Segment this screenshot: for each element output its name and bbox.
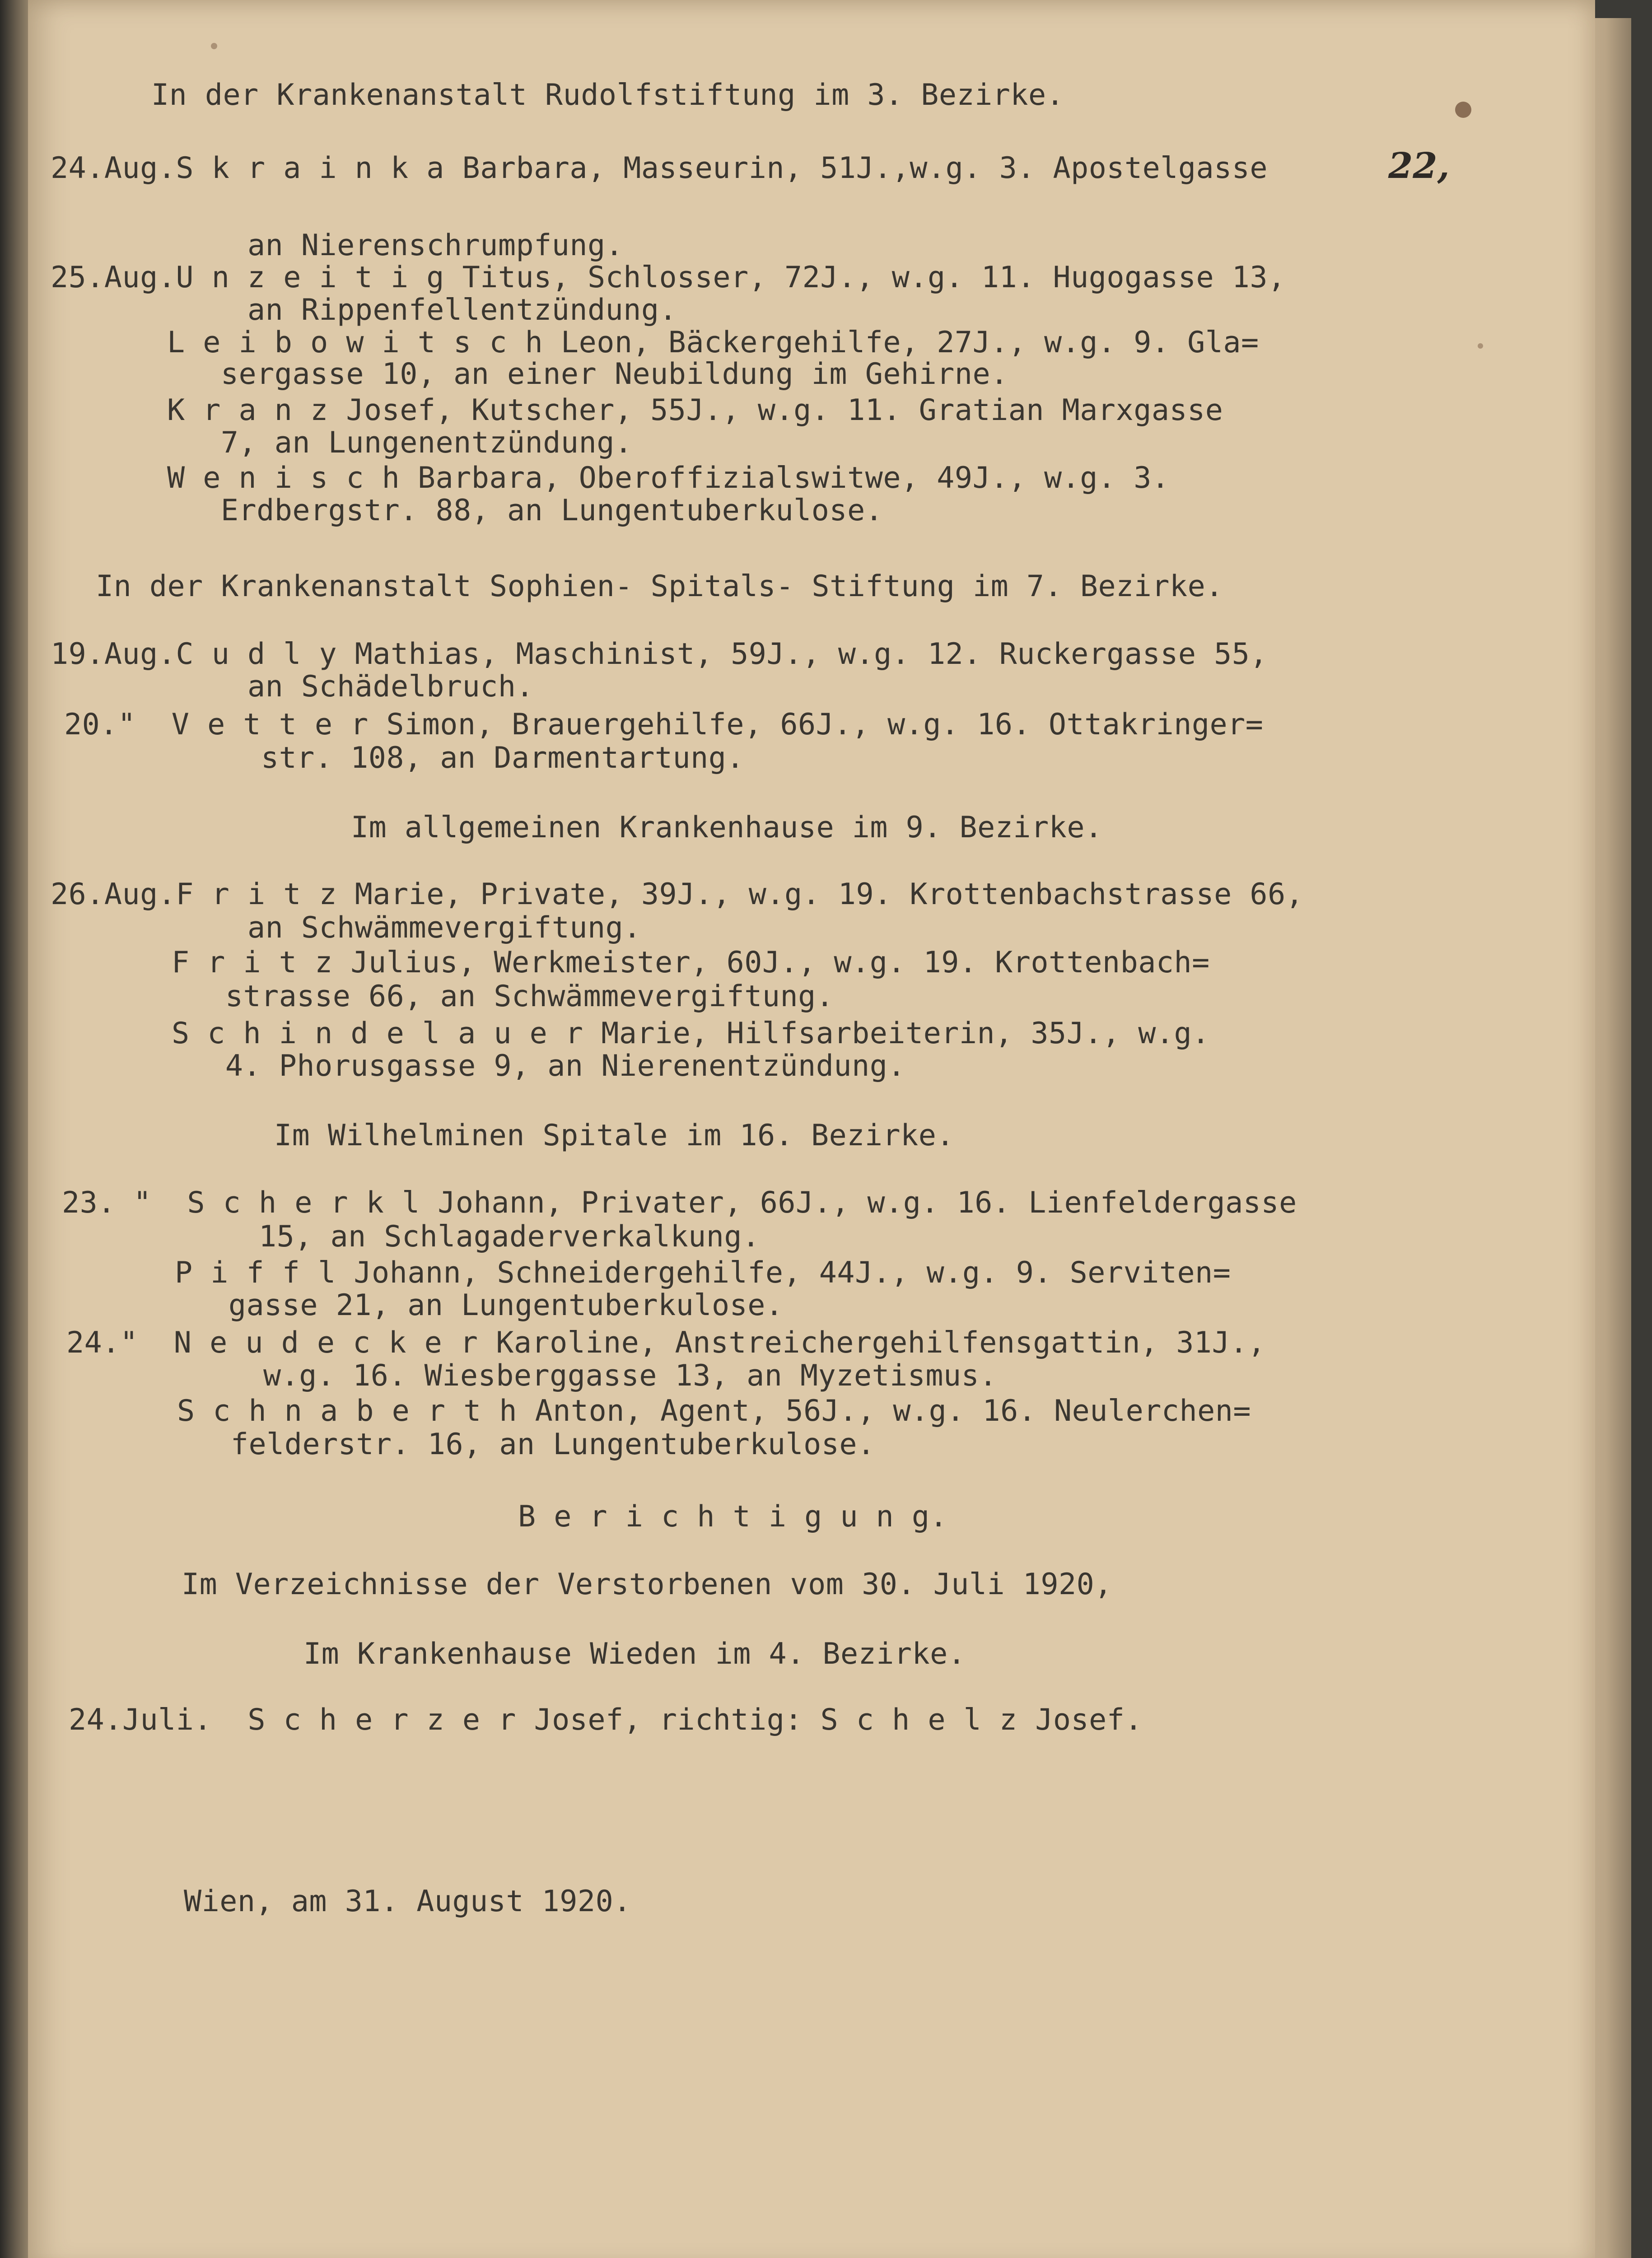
entry-line: L e i b o w i t s c h Leon, Bäckergehilfe, 27J., w.g. 9. Gla= (167, 326, 1259, 359)
entry-line: 4. Phorusgasse 9, an Nierenentzündung. (172, 1049, 905, 1083)
entry-line: 15, an Schlagaderverkalkung. (62, 1220, 760, 1254)
entry-line: str. 108, an Darmentartung. (64, 741, 745, 775)
entry-line: gasse 21, an Lungentuberkulose. (175, 1288, 784, 1322)
correction-hospital: Im Krankenhause Wieden im 4. Bezirke. (303, 1637, 966, 1671)
paper-stain (1478, 343, 1483, 349)
section-heading-allgemeines-krankenhaus: Im allgemeinen Krankenhause im 9. Bezirke. (351, 811, 1103, 844)
paper-stain (211, 43, 217, 49)
correction-reference: Im Verzeichnisse der Verstorbenen vom 30. Juli 1920, (182, 1568, 1112, 1601)
entry-line: 20." V e t t e r Simon, Brauergehilfe, 66J., w.g. 16. Ottakringer= (64, 708, 1264, 742)
entry-line: 25.Aug.U n z e i t i g Titus, Schlosser, 72J., w.g. 11. Hugogasse 13, (51, 261, 1286, 294)
entry-line: felderstr. 16, an Lungentuberkulose. (177, 1428, 875, 1461)
entry-line: an Rippenfellentzündung. (51, 293, 677, 327)
entry-line: S c h i n d e l a u e r Marie, Hilfsarbeiterin, 35J., w.g. (172, 1017, 1210, 1050)
entry-line: w.g. 16. Wiesberggasse 13, an Myzetismus. (66, 1359, 997, 1393)
entry-line: P i f f l Johann, Schneidergehilfe, 44J., w.g. 9. Serviten= (175, 1256, 1231, 1290)
entry-line: Erdbergstr. 88, an Lungentuberkulose. (167, 494, 883, 527)
entry-line: 24." N e u d e c k e r Karoline, Anstreichergehilfensgattin, 31J., (66, 1326, 1266, 1360)
entry-line: K r a n z Josef, Kutscher, 55J., w.g. 11. Gratian Marxgasse (167, 393, 1223, 427)
entry-line: W e n i s c h Barbara, Oberoffizialswitwe, 49J., w.g. 3. (167, 461, 1170, 495)
document-page (28, 0, 1595, 2258)
entry-line: F r i t z Julius, Werkmeister, 60J., w.g. 19. Krottenbach= (172, 946, 1210, 980)
entry-line: 7, an Lungenentzündung. (167, 426, 633, 460)
entry-line: an Schwämmevergiftung. (51, 911, 641, 945)
correction-title: B e r i c h t i g u n g. (518, 1500, 948, 1534)
correction-entry: 24.Juli. S c h e r z e r Josef, richtig: S c h e l z Josef. (69, 1703, 1143, 1737)
entry-line: an Schädelbruch. (51, 670, 534, 704)
entry-line: S c h n a b e r t h Anton, Agent, 56J., w.g. 16. Neulerchen= (177, 1394, 1251, 1428)
paper-stain (1455, 102, 1471, 118)
place-and-date: Wien, am 31. August 1920. (184, 1885, 631, 1918)
entry-line: 23. " S c h e r k l Johann, Privater, 66J., w.g. 16. Lienfeldergasse (62, 1186, 1297, 1220)
section-heading-rudolfstiftung: In der Krankenanstalt Rudolfstiftung im 3. Bezirke. (151, 78, 1064, 112)
handwritten-page-number: 22, (1388, 145, 1450, 187)
entry-line: sergasse 10, an einer Neubildung im Gehirne. (167, 357, 1008, 391)
entry-line: 19.Aug.C u d l y Mathias, Maschinist, 59J., w.g. 12. Ruckergasse 55, (51, 637, 1268, 671)
entry-line: 26.Aug.F r i t z Marie, Private, 39J., w.g. 19. Krottenbachstrasse 66, (51, 877, 1304, 911)
entry-line: 24.Aug.S k r a i n k a Barbara, Masseurin, 51J.,w.g. 3. Apostelgasse (51, 151, 1268, 185)
section-heading-wilhelminen: Im Wilhelminen Spitale im 16. Bezirke. (274, 1119, 955, 1152)
entry-line: an Nierenschrumpfung. (51, 229, 624, 262)
entry-line: strasse 66, an Schwämmevergiftung. (172, 980, 834, 1013)
section-heading-sophien: In der Krankenanstalt Sophien- Spitals- Stiftung im 7. Bezirke. (96, 569, 1223, 603)
book-spine (0, 0, 32, 2258)
